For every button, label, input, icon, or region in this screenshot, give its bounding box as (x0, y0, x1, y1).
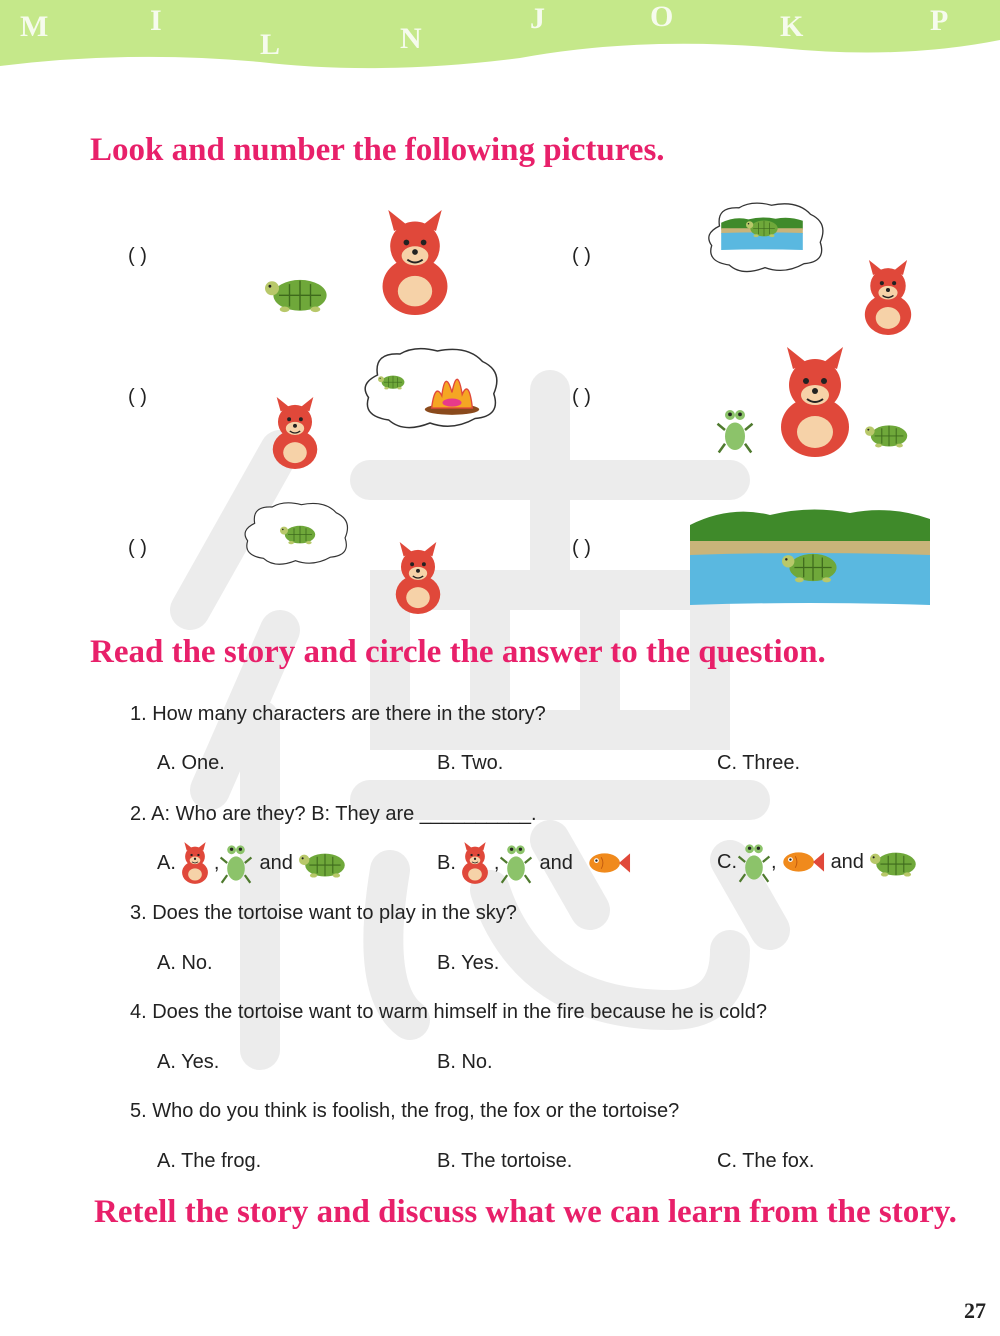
banner-letter: M (20, 10, 49, 43)
picture-fox-thinking-fire (260, 345, 510, 470)
picture-fox-thinking-pond (690, 200, 930, 335)
option-b[interactable] (437, 840, 631, 886)
fox-icon (260, 397, 330, 469)
fox-icon (456, 840, 494, 886)
question-3: 3. Does the tortoise want to play in the sky? (130, 902, 517, 924)
option-c[interactable]: C. The fox. (717, 1150, 815, 1172)
frog-icon (737, 840, 771, 884)
banner-letter: P (930, 4, 949, 37)
option-a[interactable] (157, 840, 351, 886)
answer-blank[interactable]: ( ) (128, 386, 147, 408)
answer-blank[interactable]: ( ) (128, 245, 147, 267)
section-title-look-and-number: Look and number the following pictures. (90, 132, 665, 168)
picture-fox-and-tortoise (265, 205, 485, 320)
tortoise-icon (265, 270, 335, 315)
and-label: and (259, 851, 293, 874)
answer-blank[interactable]: ( ) (572, 245, 591, 267)
option-c[interactable] (717, 840, 922, 884)
question-2: 2. A: Who are they? B: They are __________. (130, 803, 537, 825)
option-letter: C. (717, 850, 737, 873)
picture-fox-thinking-tortoise (228, 500, 468, 615)
frog-icon (499, 841, 533, 885)
comma: , (771, 850, 777, 873)
and-label: and (539, 851, 573, 874)
tortoise-icon (865, 405, 913, 463)
section-title-read-and-circle: Read the story and circle the answer to the question. (90, 634, 826, 670)
option-b[interactable]: B. The tortoise. (437, 1150, 573, 1172)
question-4: 4. Does the tortoise want to warm himself in the fire because he is cold? (130, 1001, 767, 1023)
banner-letter: K (780, 10, 804, 43)
comma: , (493, 851, 500, 874)
fox-icon (176, 840, 214, 886)
tortoise-icon (299, 846, 351, 880)
picture-tortoise-in-pond (690, 505, 930, 605)
option-b[interactable]: B. Yes. (437, 952, 500, 974)
tortoise-icon (746, 216, 782, 238)
answer-blank[interactable]: ( ) (572, 386, 591, 408)
section-title-retell: Retell the story and discuss what we can learn from the story. (94, 1194, 957, 1230)
answer-blank[interactable]: ( ) (572, 537, 591, 559)
banner-letter: L (260, 28, 281, 61)
frog-icon (715, 405, 755, 455)
frog-icon (219, 841, 253, 885)
comma: , (213, 851, 220, 874)
fox-icon (760, 347, 870, 457)
tortoise-icon (280, 520, 320, 546)
option-c[interactable]: C. Three. (717, 752, 800, 774)
fish-icon (583, 846, 631, 880)
fox-icon (365, 210, 465, 315)
page-number: 27 (964, 1298, 986, 1323)
fox-icon (378, 542, 458, 614)
picture-frog-fox-tortoise (715, 345, 915, 470)
banner-letter: J (530, 2, 545, 35)
question-1: 1. How many characters are there in the story? (130, 703, 546, 725)
tortoise-icon (870, 845, 922, 879)
fire-icon (418, 361, 486, 417)
option-a[interactable]: A. The frog. (157, 1150, 262, 1172)
banner-letter: I (150, 4, 162, 37)
option-b[interactable]: B. No. (437, 1051, 493, 1073)
tortoise-icon (782, 545, 844, 585)
and-label: and (830, 850, 864, 873)
banner-letter: O (650, 0, 674, 33)
fox-icon (848, 260, 928, 335)
option-a[interactable]: A. Yes. (157, 1051, 220, 1073)
option-a[interactable]: A. One. (157, 752, 225, 774)
option-letter: B. (437, 851, 456, 874)
top-banner (0, 0, 1000, 70)
option-a[interactable]: A. No. (157, 952, 213, 974)
banner-letter: N (400, 22, 422, 55)
question-5: 5. Who do you think is foolish, the frog, the fox or the tortoise? (130, 1100, 680, 1122)
answer-blank[interactable]: ( ) (128, 537, 147, 559)
fish-icon (777, 845, 825, 879)
option-b[interactable]: B. Two. (437, 752, 504, 774)
tortoise-icon (378, 371, 408, 391)
option-letter: A. (157, 851, 176, 874)
